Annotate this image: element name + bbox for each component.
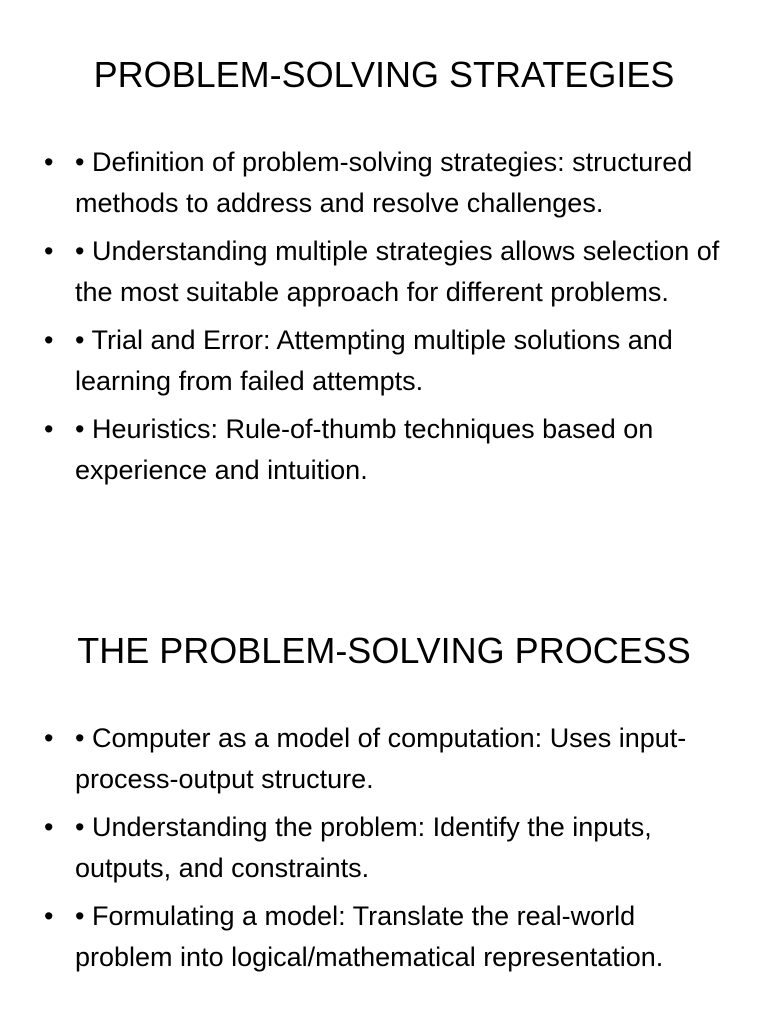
bullet-text: • Heuristics: Rule-of-thumb techniques based on experience and intuition. — [75, 414, 654, 485]
bullet-text: • Computer as a model of computation: Uses input-process-output structure. — [75, 723, 687, 794]
slide-problem-solving-process — [0, 576, 768, 972]
bullet-text: • Formulating a model: Translate the real-world problem into logical/mathematical representation. — [75, 901, 664, 972]
list-item — [0, 142, 768, 224]
bullet-icon: • — [44, 414, 54, 444]
slide-title: THE PROBLEM-SOLVING PROCESS — [77, 630, 691, 671]
bullet-icon: • — [44, 147, 54, 177]
slide-title: PROBLEM-SOLVING STRATEGIES — [93, 54, 675, 95]
bullet-text: • Trial and Error: Attempting multiple solutions and learning from failed attempts. — [75, 325, 673, 396]
bullet-icon: • — [44, 236, 54, 266]
bullet-text: • Definition of problem-solving strategies: structured methods to address and resolve challenges. — [75, 147, 693, 218]
bullet-text: • Understanding the problem: Identify the inputs, outputs, and constraints. — [75, 812, 652, 883]
list-item — [0, 231, 768, 313]
list-item — [0, 807, 768, 889]
list-item — [0, 320, 768, 402]
bullet-icon: • — [44, 325, 54, 355]
list-item — [0, 896, 768, 978]
bullet-text: • Understanding multiple strategies allows selection of the most suitable approach for different problems. — [75, 236, 720, 307]
bullet-list — [0, 142, 768, 498]
bullet-icon: • — [44, 723, 54, 753]
list-item — [0, 409, 768, 491]
list-item — [0, 718, 768, 800]
bullet-icon: • — [44, 901, 54, 931]
bullet-list — [0, 718, 768, 985]
bullet-icon: • — [44, 812, 54, 842]
slide-problem-solving-strategies — [0, 0, 768, 485]
